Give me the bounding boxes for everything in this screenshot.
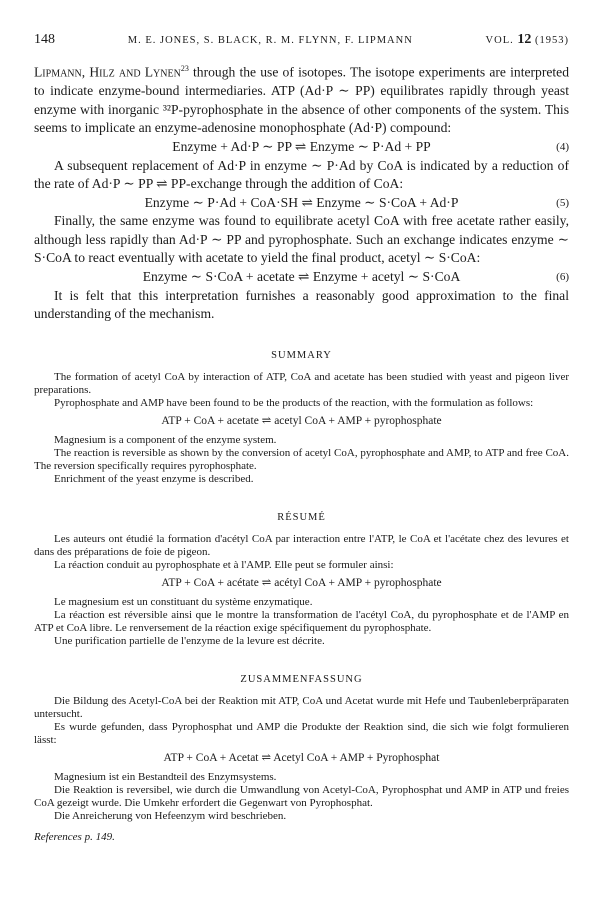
summary-title: SUMMARY — [271, 349, 332, 361]
abstract-paragraph: Enrichment of the yeast enzyme is described. — [54, 472, 254, 485]
equation-number: (6) — [556, 271, 569, 284]
paragraph: A subsequent replacement of Ad·P in enzyme ∼ P·Ad by CoA is indicated by a reduction of the rate of Ad·P ∼ PP ⇌ PP-exchange through the addition of CoA: — [34, 157, 569, 192]
abstract-paragraph: The reaction is reversible as shown by the conversion of acetyl CoA, pyrophosphate and AMP, to ATP and free CoA. The reversion specifically requires pyrophosphate. — [34, 446, 569, 472]
summary-section — [34, 371, 569, 486]
main-text — [34, 60, 569, 324]
abstract-paragraph: The formation of acetyl CoA by interaction of ATP, CoA and acetate has been studied with yeast and pigeon liver preparations. — [34, 370, 569, 396]
abstract-paragraph: Die Anreicherung von Hefeenzym wird beschrieben. — [54, 809, 287, 822]
abstract-paragraph: Les auteurs ont étudié la formation d'acétyl CoA par interaction entre l'ATP, le CoA et l'acétate chez des levures et dans des préparations de foie de pigeon. — [34, 532, 569, 558]
resume-title: RÉSUMÉ — [277, 511, 326, 523]
volume-prefix: VOL. — [485, 35, 514, 46]
abstract-equation: ATP + CoA + acétate ⇌ acétyl CoA + AMP + pyrophosphate — [161, 576, 442, 589]
abstract-paragraph: La réaction conduit au pyrophosphate et à l'AMP. Elle peut se formuler ainsi: — [54, 558, 394, 571]
equation-5 — [34, 194, 569, 213]
cited-authors: Lipmann, Hilz and Lynen — [34, 64, 181, 80]
zusammenfassung-section — [34, 695, 569, 823]
abstract-paragraph: Une purification partielle de l'enzyme de la levure est décrite. — [54, 634, 325, 647]
equation-number: (5) — [556, 196, 569, 209]
equation-4 — [34, 138, 569, 157]
abstract-paragraph: La réaction est réversible ainsi que le montre la transformation de l'acétyl CoA, du pyrophosphate et de l'AMP en ATP et CoA libre. Le renversement de la réaction exige spécifiquement du pyrophosphate. — [34, 608, 569, 634]
paragraph: Finally, the same enzyme was found to equilibrate acetyl CoA with free acetate rather easily, although less rapidly than Ad·P ∼ PP and pyrophosphate. Such an exchange indicates enzyme ∼ S·CoA to react eventually with acetate to yield the final product, acetyl ∼ S·CoA: — [34, 213, 569, 266]
paragraph-text: through the use of isotopes. The isotope experiments are interpreted to indicate enzyme-bound intermediaries. ATP (Ad·P ∼ PP) equilibrates rapidly through yeast enzyme with inorganic ³²P-pyrophosphate in the absence of other components of the system. This seems to implicate an enzyme-adenosine monophosphate (Ad·P) compound: — [34, 64, 570, 136]
running-header — [34, 32, 569, 52]
page — [34, 32, 569, 843]
page-number: 148 — [34, 32, 55, 47]
volume-info — [486, 32, 569, 48]
volume-number: 12 — [517, 32, 532, 47]
paragraph — [34, 60, 569, 138]
resume-section — [34, 533, 569, 648]
equation-formula: Enzyme + Ad·P ∼ PP ⇌ Enzyme ∼ P·Ad + PP — [172, 138, 431, 154]
citation-ref: 23 — [180, 64, 189, 73]
equation-6 — [34, 268, 569, 287]
abstract-paragraph: Es wurde gefunden, dass Pyrophosphat und AMP die Produkte der Reaktion sind, die sich wie folgt formulieren lässt: — [34, 720, 569, 746]
abstract-paragraph: Pyrophosphate and AMP have been found to be the products of the reaction, with the formulation as follows: — [54, 396, 534, 409]
abstract-paragraph: Die Reaktion is reversibel, wie durch die Umwandlung von Acetyl-CoA, Pyrophosphat und AMP in ATP und freies CoA gezeigt wurde. Die Umkehr erfordert die Gegenwart von Pyrophosphat. — [34, 783, 569, 809]
header-authors: M. E. JONES, S. BLACK, R. M. FLYNN, F. LIPMANN — [127, 35, 413, 46]
abstract-equation: ATP + CoA + acetate ⇌ acetyl CoA + AMP + pyrophosphate — [161, 414, 442, 427]
references-note: References p. 149. — [34, 830, 115, 843]
zusammenfassung-title: ZUSAMMENFASSUNG — [240, 673, 363, 685]
abstract-paragraph: Magnesium ist ein Bestandteil des Enzymsystems. — [54, 770, 277, 783]
paragraph: It is felt that this interpretation furnishes a reasonably good approximation to the final understanding of the mechanism. — [34, 287, 569, 322]
abstract-paragraph: Magnesium is a component of the enzyme system. — [54, 433, 277, 446]
equation-formula: Enzyme ∼ S·CoA + acetate ⇌ Enzyme + acetyl ∼ S·CoA — [142, 269, 461, 285]
equation-number: (4) — [556, 140, 569, 153]
abstract-equation: ATP + CoA + Acetat ⇌ Acetyl CoA + AMP + Pyrophosphat — [163, 751, 440, 764]
abstract-paragraph: Die Bildung des Acetyl-CoA bei der Reaktion mit ATP, CoA und Acetat wurde mit Hefe und Taubenleberpräparaten untersucht. — [34, 694, 569, 720]
volume-year: (1953) — [535, 35, 569, 46]
abstract-paragraph: Le magnesium est un constituant du système enzymatique. — [54, 595, 313, 608]
equation-formula: Enzyme ∼ P·Ad + CoA·SH ⇌ Enzyme ∼ S·CoA + Ad·P — [144, 194, 459, 210]
